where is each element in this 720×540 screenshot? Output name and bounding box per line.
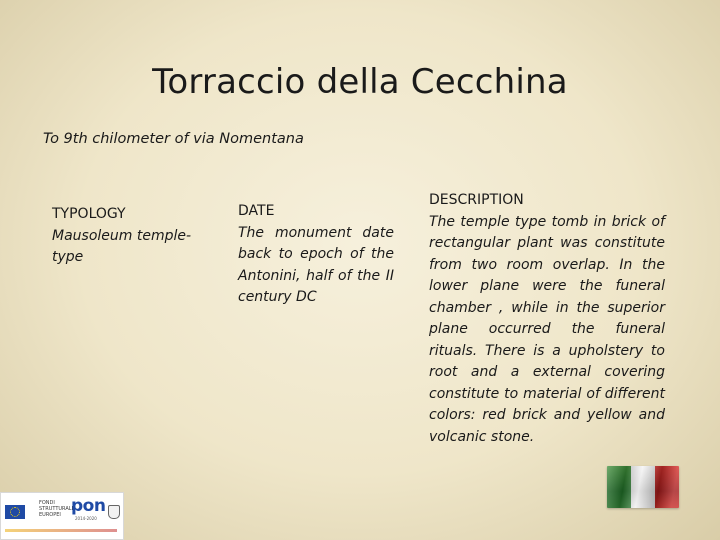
pon-logo-subtext: 2014-2020: [75, 516, 97, 521]
pon-logo: pon: [71, 496, 106, 516]
date-heading: DATE: [238, 203, 275, 219]
description-section: [429, 190, 665, 448]
italian-republic-emblem-icon: [108, 505, 120, 519]
description-body: The temple type tomb in brick of rectangular plant was constitute from two room overlap. In the lower plane were the funeral chamber , while in the superior plane occurred the funeral rituals. There is a upholstery to root and a external covering constitute to material of different colors: red brick and yellow and volcanic stone.: [429, 213, 665, 445]
pon-logo-bar: [0, 492, 124, 540]
typology-heading: TYPOLOGY: [52, 206, 126, 222]
description-heading: DESCRIPTION: [429, 192, 524, 208]
slide-subtitle: To 9th chilometer of via Nomentana: [43, 131, 304, 147]
fse-logo-text: FONDI STRUTTURALI EUROPEI: [39, 500, 73, 518]
date-body: The monument date back to epoch of the Antonini, half of the II century DC: [238, 224, 394, 305]
italian-flag-icon: [607, 466, 679, 508]
eu-flag-icon: [5, 505, 25, 519]
date-section: [238, 201, 394, 309]
typology-body: Mausoleum temple-type: [52, 227, 192, 265]
slide-title: Torraccio della Cecchina: [152, 62, 568, 102]
typology-section: [52, 204, 204, 269]
logo-strip: [5, 529, 117, 532]
